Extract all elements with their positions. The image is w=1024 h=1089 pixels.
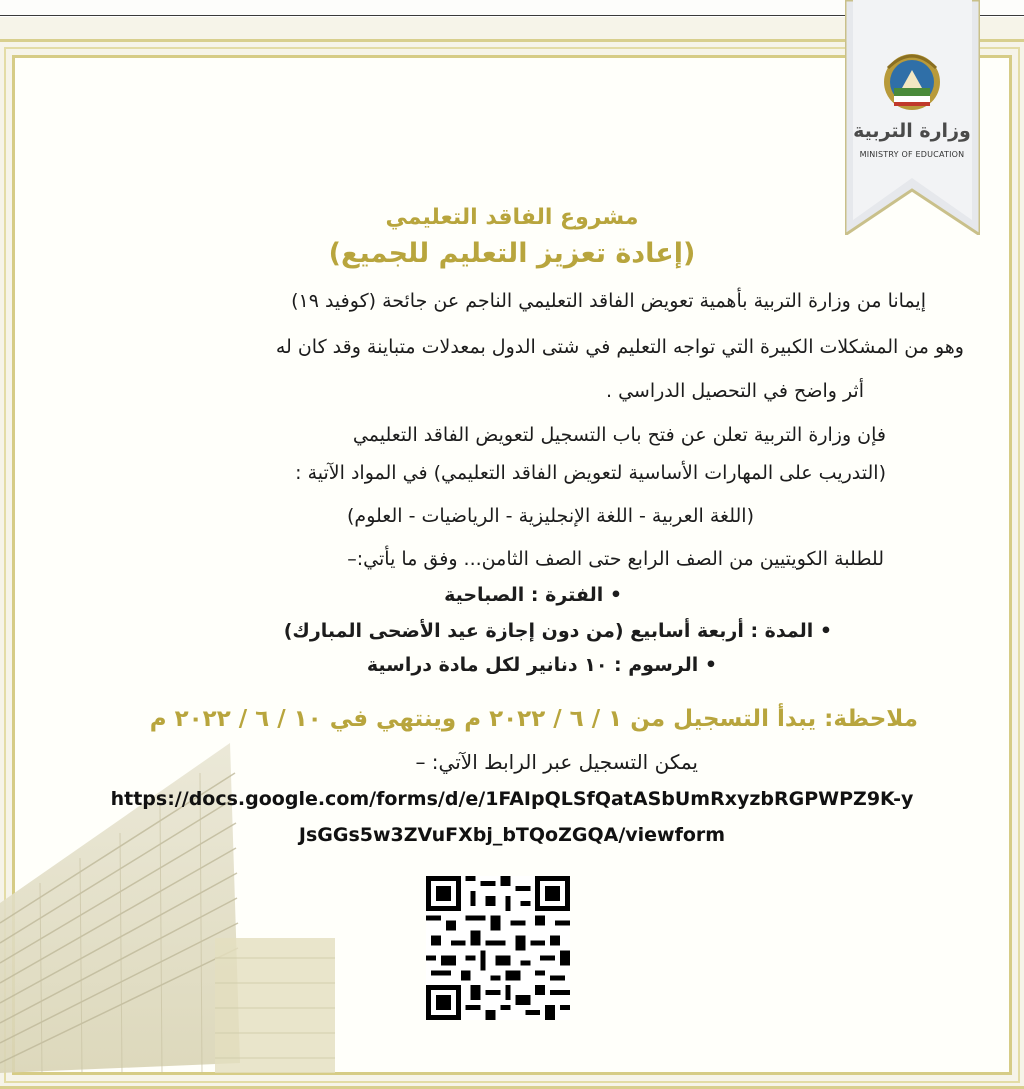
- subjects-list: (اللغة العربية - اللغة الإنجليزية - الرياضيات - العلوم): [347, 505, 754, 527]
- body-paragraph-2: وهو من المشكلات الكبيرة التي تواجه التعليم في شتى الدول بمعدلات متباينة وقد كان له: [275, 336, 964, 358]
- kuwait-emblem-icon: [880, 48, 944, 118]
- registration-link-line-2[interactable]: JsGGs5w3ZVuFXbj_bTQoZGQA/viewform: [298, 824, 726, 846]
- body-paragraph-3: أثر واضح في التحصيل الدراسي .: [606, 380, 864, 402]
- body-paragraph-1: إيمانا من وزارة التربية بأهمية تعويض الفاقد التعليمي الناجم عن جائحة (كوفيد ١٩): [291, 290, 926, 312]
- project-subtitle: (إعادة تعزيز التعليم للجميع): [328, 238, 696, 269]
- registration-link-line-1[interactable]: https://docs.google.com/forms/d/e/1FAIpQLSfQatASbUmRxyzbRGPWPZ9K-y: [110, 788, 914, 810]
- registration-instruction: يمكن التسجيل عبر الرابط الآتي: –: [415, 750, 698, 774]
- qr-code[interactable]: [426, 876, 570, 1020]
- ministry-name-arabic: وزارة التربية: [853, 120, 971, 142]
- registration-note: ملاحظة: يبدأ التسجيل من ١ / ٦ / ٢٠٢٢ م وينتهي في ١٠ / ٦ / ٢٠٢٢ م: [149, 706, 918, 732]
- project-title: مشروع الفاقد التعليمي: [385, 205, 639, 230]
- body-paragraph-5: (التدريب على المهارات الأساسية لتعويض الفاقد التعليمي) في المواد الآتية :: [295, 462, 886, 484]
- detail-fees: • الرسوم : ١٠ دنانير لكل مادة دراسية: [366, 654, 717, 676]
- detail-period: • الفترة : الصباحية: [444, 584, 622, 606]
- body-paragraph-4: فإن وزارة التربية تعلن عن فتح باب التسجيل لتعويض الفاقد التعليمي: [352, 424, 886, 446]
- target-students: للطلبة الكويتيين من الصف الرابع حتى الصف الثامن... وفق ما يأتي:–: [347, 548, 884, 570]
- ministry-name-english: MINISTRY OF EDUCATION: [859, 150, 965, 159]
- detail-duration: • المدة : أربعة أسابيع (من دون إجازة عيد الأضحى المبارك): [283, 620, 832, 642]
